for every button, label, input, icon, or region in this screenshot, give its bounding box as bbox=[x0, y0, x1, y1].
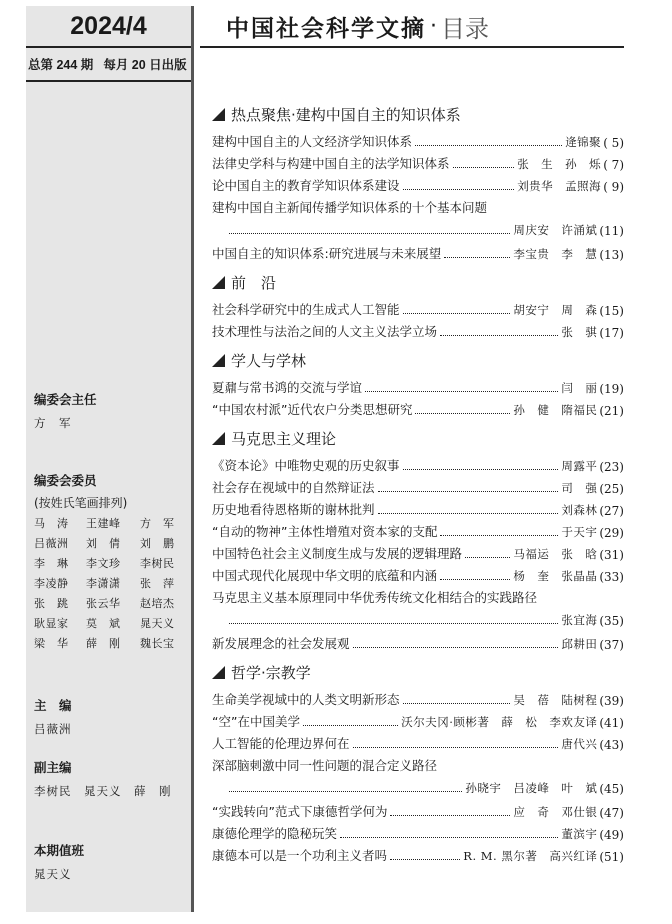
article-author: 吴 蓓 陆树程 bbox=[513, 693, 598, 707]
dot-leader bbox=[403, 703, 511, 704]
article-author: 邱耕田 bbox=[561, 637, 598, 651]
board-members-grid bbox=[34, 514, 190, 654]
board-chair bbox=[34, 390, 190, 433]
article-author: 沃尔夫冈·顾彬著 薛 松 李欢友译 bbox=[401, 715, 598, 729]
article-author: 周庆安 许涌斌 bbox=[513, 223, 598, 237]
page-number: (25) bbox=[599, 482, 624, 496]
toc-entry bbox=[212, 128, 624, 150]
member-name: 王建峰 bbox=[86, 517, 121, 530]
member-name: 薛 刚 bbox=[86, 637, 121, 650]
article-title: 生命美学视域中的人类文明新形态 bbox=[212, 692, 400, 707]
member-name: 李 琳 bbox=[34, 557, 69, 570]
article-title: 中国自主的知识体系:研究进展与未来展望 bbox=[212, 246, 442, 261]
board-editor bbox=[34, 696, 190, 739]
article-author: 于天宇 bbox=[561, 525, 598, 539]
toc-entry bbox=[212, 374, 624, 396]
dot-leader bbox=[415, 145, 562, 146]
article-author: 孙 健 隋福民 bbox=[513, 403, 598, 417]
article-author: 杨 奎 张晶晶 bbox=[513, 569, 598, 583]
dot-leader bbox=[403, 313, 511, 314]
page-number: (27) bbox=[599, 504, 624, 518]
toc-entry bbox=[212, 630, 624, 652]
article-title: “自动的物神”主体性增殖对资本家的支配 bbox=[212, 524, 438, 539]
board-members bbox=[34, 471, 190, 654]
dot-leader bbox=[353, 647, 559, 648]
article-author: 李宝贵 李 慧 bbox=[513, 247, 598, 261]
page-number: (11) bbox=[599, 224, 624, 238]
board-chair-names: 方 军 bbox=[34, 416, 72, 430]
section-title bbox=[212, 100, 624, 128]
board-chair-head: 编委会主任 bbox=[34, 392, 97, 407]
page-number: (45) bbox=[599, 782, 624, 796]
section-title bbox=[212, 658, 624, 686]
toc-entry bbox=[212, 686, 624, 708]
year-issue: 2024/4 bbox=[26, 6, 191, 48]
triangle-icon bbox=[212, 432, 225, 445]
article-title: 社会科学研究中的生成式人工智能 bbox=[212, 302, 400, 317]
article-title: 历史地看待恩格斯的谢林批判 bbox=[212, 502, 375, 517]
article-author: 唐代兴 bbox=[561, 737, 598, 751]
dot-leader bbox=[415, 413, 510, 414]
section-title-text: 热点聚焦·建构中国自主的知识体系 bbox=[231, 105, 461, 124]
toc-section bbox=[212, 100, 624, 262]
member-name: 魏长宝 bbox=[140, 637, 175, 650]
article-title: “空”在中国美学 bbox=[212, 714, 300, 729]
member-name: 赵培杰 bbox=[140, 597, 175, 610]
member-name: 张云华 bbox=[86, 597, 121, 610]
board-deputy-head: 副主编 bbox=[34, 760, 72, 775]
page-number: (33) bbox=[599, 570, 624, 584]
section-title-text: 哲学·宗教学 bbox=[231, 663, 311, 682]
board-deputy-names: 李树民 晁天义 薛 刚 bbox=[34, 784, 172, 798]
page-header bbox=[200, 6, 624, 48]
toc-entry bbox=[212, 820, 624, 842]
page-number: (31) bbox=[599, 548, 624, 562]
toc-entry-row bbox=[212, 606, 624, 628]
member-name: 莫 斌 bbox=[86, 617, 121, 630]
dot-leader bbox=[229, 623, 558, 624]
page-number: ( 5) bbox=[603, 136, 624, 150]
journal-title: 中国社会科学文摘 bbox=[226, 14, 426, 42]
page-number: (37) bbox=[599, 638, 624, 652]
toc-section bbox=[212, 346, 624, 418]
page-number: (19) bbox=[599, 382, 624, 396]
section-title-text: 前 沿 bbox=[231, 273, 277, 292]
board-members-note: (按姓氏笔画排列) bbox=[34, 496, 128, 510]
total-issue: 总第 244 期 bbox=[28, 58, 94, 72]
toc-entry bbox=[212, 730, 624, 752]
toc-entry-row bbox=[212, 752, 624, 774]
article-author: 闫 丽 bbox=[561, 381, 598, 395]
toc-entry bbox=[212, 318, 624, 340]
member-name: 李树民 bbox=[140, 557, 175, 570]
toc-entry bbox=[212, 540, 624, 562]
toc-section bbox=[212, 658, 624, 864]
article-title: “中国农村派”近代农户分类思想研究 bbox=[212, 402, 413, 417]
dot-leader bbox=[465, 557, 510, 558]
toc-section bbox=[212, 424, 624, 652]
page-number: (23) bbox=[599, 460, 624, 474]
toc-entry bbox=[212, 798, 624, 820]
toc-entry bbox=[212, 172, 624, 194]
article-title: 社会存在视域中的自然辩证法 bbox=[212, 480, 375, 495]
board-duty bbox=[34, 841, 190, 884]
member-name: 耿显家 bbox=[34, 617, 69, 630]
article-title: 建构中国自主的人文经济学知识体系 bbox=[212, 134, 413, 149]
article-title: 论中国自主的教育学知识体系建设 bbox=[212, 178, 400, 193]
page-number: (49) bbox=[599, 828, 624, 842]
dot-leader bbox=[444, 257, 510, 258]
page-number: (39) bbox=[599, 694, 624, 708]
member-name: 晁天义 bbox=[140, 617, 175, 630]
dot-leader bbox=[378, 491, 559, 492]
page-number: (43) bbox=[599, 738, 624, 752]
article-author: 司 强 bbox=[561, 481, 598, 495]
toc-entry-row bbox=[212, 584, 624, 606]
article-title: 康德本可以是一个功利主义者吗 bbox=[212, 848, 388, 863]
member-name: 张 萍 bbox=[140, 577, 175, 590]
member-name: 李潇潇 bbox=[86, 577, 121, 590]
toc-entry bbox=[212, 452, 624, 474]
triangle-icon bbox=[212, 666, 225, 679]
member-name: 李凌静 bbox=[34, 577, 69, 590]
section-title-text: 马克思主义理论 bbox=[231, 429, 337, 448]
dot-leader bbox=[440, 335, 558, 336]
toc-entry bbox=[212, 752, 624, 798]
article-author: 孙晓宇 吕凌峰 叶 斌 bbox=[465, 781, 598, 795]
article-title: 技术理性与法治之间的人文主义法学立场 bbox=[212, 324, 438, 339]
publish-schedule: 每月 20 日出版 bbox=[103, 58, 187, 72]
toc-entry-row bbox=[212, 194, 624, 216]
article-title: 康德伦理学的隐秘玩笑 bbox=[212, 826, 338, 841]
board-deputy bbox=[34, 758, 190, 801]
toc-entry bbox=[212, 562, 624, 584]
article-author: 周露平 bbox=[561, 459, 598, 473]
dot-leader bbox=[353, 747, 559, 748]
member-name: 刘 鹏 bbox=[140, 537, 175, 550]
article-author: R. M. 黑尔著 高兴红译 bbox=[463, 849, 598, 863]
dot-leader bbox=[303, 725, 398, 726]
article-title: 新发展理念的社会发展观 bbox=[212, 636, 350, 651]
toc-entry-row bbox=[212, 774, 624, 796]
board-duty-head: 本期值班 bbox=[34, 843, 85, 858]
article-author: 马福运 张 晗 bbox=[513, 547, 598, 561]
article-author: 刘贵华 孟照海 bbox=[517, 179, 602, 193]
article-author: 逄锦聚 bbox=[565, 135, 602, 149]
article-author: 张宜海 bbox=[561, 613, 598, 627]
page-number: (21) bbox=[599, 404, 624, 418]
page-number: ( 9) bbox=[603, 180, 624, 194]
article-title: 法律史学科与构建中国自主的法学知识体系 bbox=[212, 156, 450, 171]
article-title: 中国特色社会主义制度生成与发展的逻辑理路 bbox=[212, 546, 463, 561]
dot-leader bbox=[390, 815, 510, 816]
toc-section bbox=[212, 268, 624, 340]
board-editor-head: 主 编 bbox=[34, 698, 72, 713]
board-duty-names: 晁天义 bbox=[34, 867, 72, 881]
toc-entry bbox=[212, 240, 624, 262]
dot-leader bbox=[390, 859, 460, 860]
toc-entry-row bbox=[212, 216, 624, 238]
article-title: “实践转向”范式下康德哲学何为 bbox=[212, 804, 388, 819]
toc-entry bbox=[212, 496, 624, 518]
article-author: 张 生 孙 烁 bbox=[517, 157, 602, 171]
article-title: 马克思主义基本原理同中华优秀传统文化相结合的实践路径 bbox=[212, 590, 538, 605]
toc-entry bbox=[212, 474, 624, 496]
page-number: ( 7) bbox=[603, 158, 624, 172]
triangle-icon bbox=[212, 108, 225, 121]
dot-leader bbox=[229, 233, 510, 234]
dot-leader bbox=[440, 535, 558, 536]
sidebar bbox=[26, 6, 194, 912]
toc-entry bbox=[212, 842, 624, 864]
toc-entry bbox=[212, 396, 624, 418]
article-title: 建构中国自主新闻传播学知识体系的十个基本问题 bbox=[212, 200, 488, 215]
member-name: 李文珍 bbox=[86, 557, 121, 570]
table-of-contents bbox=[212, 100, 624, 870]
dot-leader bbox=[229, 791, 462, 792]
page-number: (35) bbox=[599, 614, 624, 628]
member-name: 梁 华 bbox=[34, 637, 69, 650]
article-title: 夏鼐与常书鸿的交流与学谊 bbox=[212, 380, 363, 395]
issue-info bbox=[26, 48, 191, 82]
page-number: (17) bbox=[599, 326, 624, 340]
toc-entry bbox=[212, 296, 624, 318]
toc-entry bbox=[212, 150, 624, 172]
article-author: 张 骐 bbox=[561, 325, 598, 339]
article-title: 《资本论》中唯物史观的历史叙事 bbox=[212, 458, 400, 473]
page-number: (47) bbox=[599, 806, 624, 820]
member-name: 吕薇洲 bbox=[34, 537, 69, 550]
contents-label: 目录 bbox=[441, 14, 489, 43]
dot-leader bbox=[403, 469, 559, 470]
triangle-icon bbox=[212, 354, 225, 367]
page-number: (29) bbox=[599, 526, 624, 540]
page-number: (15) bbox=[599, 304, 624, 318]
member-name: 刘 倩 bbox=[86, 537, 121, 550]
dot-leader bbox=[440, 579, 510, 580]
member-name: 张 跳 bbox=[34, 597, 69, 610]
dot-leader bbox=[365, 391, 558, 392]
article-author: 胡安宁 周 森 bbox=[513, 303, 598, 317]
article-author: 董滨宇 bbox=[561, 827, 598, 841]
dot-leader bbox=[340, 837, 558, 838]
article-title: 中国式现代化展现中华文明的底蕴和内涵 bbox=[212, 568, 438, 583]
dot-leader bbox=[378, 513, 559, 514]
toc-entry bbox=[212, 708, 624, 730]
title-separator: · bbox=[430, 13, 437, 39]
page-number: (51) bbox=[599, 850, 624, 864]
section-title bbox=[212, 424, 624, 452]
page-number: (13) bbox=[599, 248, 624, 262]
section-title bbox=[212, 346, 624, 374]
toc-entry bbox=[212, 584, 624, 630]
article-author: 应 奇 邓仕银 bbox=[513, 805, 598, 819]
board-editor-names: 吕薇洲 bbox=[34, 722, 72, 736]
toc-entry bbox=[212, 194, 624, 240]
triangle-icon bbox=[212, 276, 225, 289]
page-number: (41) bbox=[599, 716, 624, 730]
dot-leader bbox=[453, 167, 515, 168]
toc-entry bbox=[212, 518, 624, 540]
member-name: 方 军 bbox=[140, 517, 175, 530]
article-title: 人工智能的伦理边界何在 bbox=[212, 736, 350, 751]
section-title bbox=[212, 268, 624, 296]
dot-leader bbox=[403, 189, 515, 190]
article-title: 深部脑刺激中同一性问题的混合定义路径 bbox=[212, 758, 438, 773]
board-members-head: 编委会委员 bbox=[34, 473, 97, 488]
section-title-text: 学人与学林 bbox=[231, 351, 307, 370]
member-name: 马 涛 bbox=[34, 517, 69, 530]
article-author: 刘森林 bbox=[561, 503, 598, 517]
